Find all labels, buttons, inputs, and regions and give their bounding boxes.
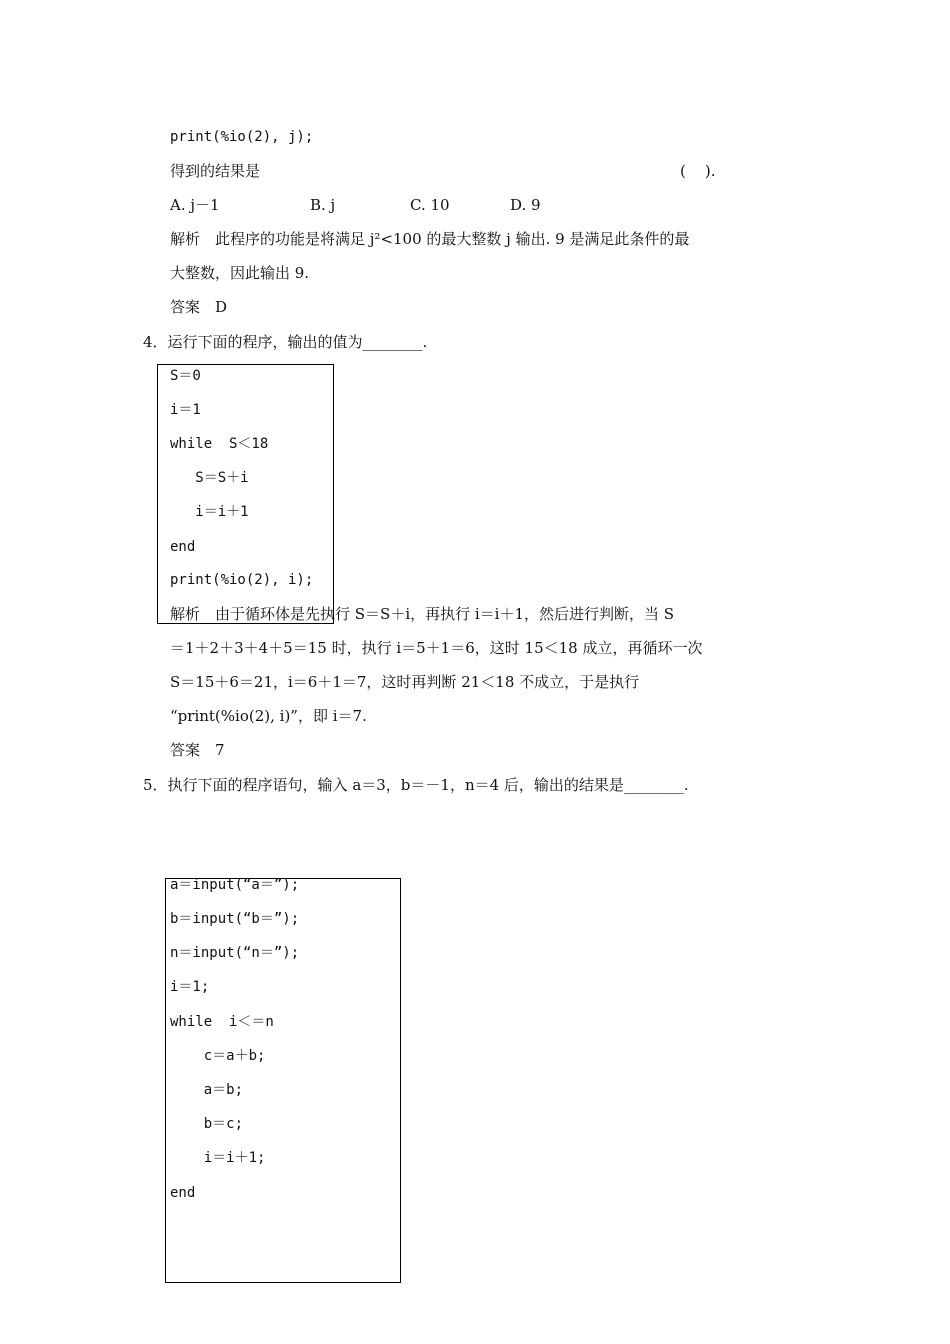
q4-code-line: print(%io(2), i); [170,572,314,588]
q5-code-line: b＝input(“b＝”); [170,911,300,927]
q4-analysis-line-1: 解析 由于循环体是先执行 S＝S＋i，再执行 i＝i＋1，然后进行判断，当 S [170,605,675,623]
q4-analysis-line-3: S＝15＋6＝21，i＝6＋1＝7，这时再判断 21＜18 不成立，于是执行 [170,673,640,691]
q3-code-tail: print(%io(2), j); [170,129,314,145]
q4-code-line: S＝0 [170,368,201,384]
q3-option-d: D. 9 [510,196,541,214]
q3-prompt: 得到的结果是 [170,162,261,180]
q4-code-line: end [170,539,196,555]
q5-code-line: end [170,1185,196,1201]
q4-code-line: while S＜18 [170,436,269,452]
q4-code-line: S＝S＋i [170,470,249,486]
q4-answer: 答案 7 [170,741,225,759]
q3-analysis-line-1: 解析 此程序的功能是将满足 j²<100 的最大整数 j 输出. 9 是满足此条件的最 [170,230,690,248]
q5-code-line: i＝i＋1; [170,1150,266,1166]
q3-option-b: B. j [310,196,336,214]
q5-code-line: a＝b; [170,1082,244,1098]
q4-question: 4．运行下面的程序，输出的值为________. [143,333,428,351]
q3-option-a: A. j－1 [170,196,220,214]
q5-code-line: n＝input(“n＝”); [170,945,300,961]
q3-analysis-line-2: 大整数，因此输出 9. [170,264,310,282]
q4-analysis-line-4: “print(%io(2), i)”，即 i＝7. [170,707,367,725]
q5-question: 5．执行下面的程序语句，输入 a＝3，b＝－1，n＝4 后，输出的结果是________. [143,776,689,794]
q5-code-line: a＝input(“a＝”); [170,877,300,893]
q3-answer-bracket: ( ). [680,162,716,180]
q4-code-line: i＝i＋1 [170,504,249,520]
q5-code-line: c＝a＋b; [170,1048,266,1064]
q4-code-line: i＝1 [170,402,201,418]
q5-code-line: while i＜＝n [170,1014,274,1030]
q4-analysis-line-2: ＝1＋2＋3＋4＋5＝15 时，执行 i＝5＋1＝6，这时 15＜18 成立，再循环一次 [170,639,703,657]
q5-code-line: b＝c; [170,1116,244,1132]
q5-code-line: i＝1; [170,979,210,995]
q3-option-c: C. 10 [410,196,450,214]
q3-answer: 答案 D [170,298,228,316]
